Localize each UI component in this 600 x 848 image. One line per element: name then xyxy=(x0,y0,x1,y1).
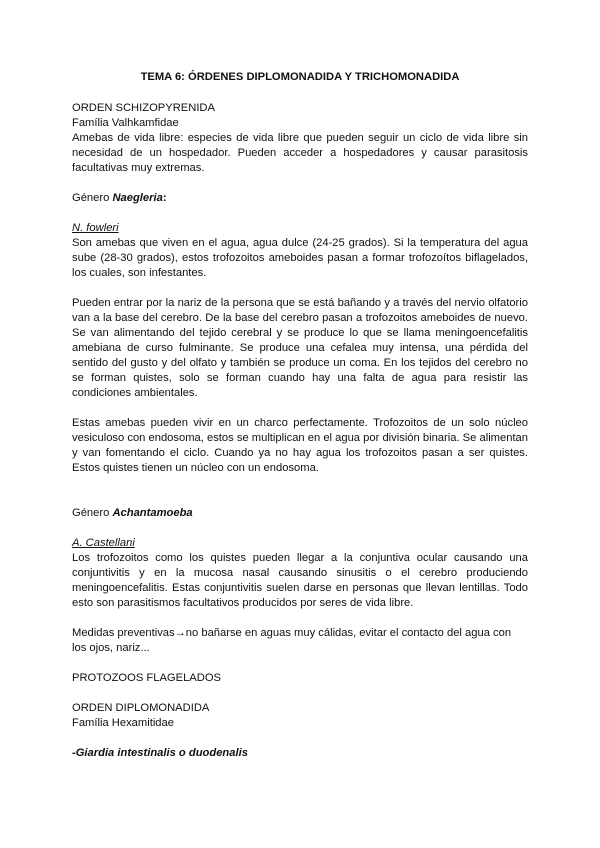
spacer xyxy=(72,476,528,506)
free-living-amoebae-paragraph: Amebas de vida libre: especies de vida libre que pueden seguir un ciclo de vida libre sin necesidad de un hospedador. Pueden acceder a hospedadores y causar parasitosis facultativas muy extremas. xyxy=(72,132,528,174)
species-a-castellani: A. Castellani xyxy=(72,537,135,549)
naegleria-paragraph-3: Estas amebas pueden vivir en un charco perfectamente. Trofozoitos de un solo núcleo vesiculoso con endosoma, estos se multiplican en el agua por división binaria. Se alimentan y van fomentando el ciclo. Cuando ya no hay agua los trofozoitos pasan a ser quistes. Estos quistes tienen un núcleo con un endosoma. xyxy=(72,417,528,474)
genus-achantamoeba-heading xyxy=(72,506,528,521)
order-diplomonadida: ORDEN DIPLOMONADIDA xyxy=(72,702,210,714)
achantamoeba-paragraph: Los trofozoitos como los quistes pueden llegar a la conjuntiva ocular causando una conjuntivitis y en la mucosa nasal causando sinusitis o el cerebro produciendo meningoencefalitis. Estas conjuntivitis suelen darse en personas que llevan lentillas. Todo esto son parasitismos facultativos producidos por seres de vida libre. xyxy=(72,552,528,609)
spacer xyxy=(72,611,528,626)
genus-naegleria-heading xyxy=(72,191,528,206)
genus-name-naegleria: Naegleria xyxy=(112,192,163,204)
naegleria-paragraph-1: Son amebas que viven en el agua, agua dulce (24-25 grados). Si la temperatura del agua sube (28-30 grados), estos trofozoitos ameboides pasan a formar trofozoítos biflagelados, los cuales, son infestantes. xyxy=(72,237,528,279)
family-valhkamfidae: Família Valhkamfidae xyxy=(72,117,179,129)
spacer xyxy=(72,731,528,746)
genus-prefix: Género xyxy=(72,192,113,204)
genus-colon: : xyxy=(162,192,167,204)
spacer xyxy=(72,656,528,671)
spacer xyxy=(72,686,528,701)
spacer xyxy=(72,521,528,536)
family-hexamitidae: Família Hexamitidae xyxy=(72,717,174,729)
preventive-measures: Medidas preventivas→no bañarse en aguas muy cálidas, evitar el contacto del agua con los ojos, nariz... xyxy=(72,627,512,654)
genus-name-achantamoeba: Achantamoeba xyxy=(112,507,193,519)
order-schizopyrenida: ORDEN SCHIZOPYRENIDA xyxy=(72,102,215,114)
flagellated-protozoa-heading: PROTOZOOS FLAGELADOS xyxy=(72,672,221,684)
naegleria-paragraph-2: Pueden entrar por la nariz de la persona que se está bañando y a través del nervio olfatorio van a la base del cerebro. De la base del cerebro pasan a trofozoitos ameboides de nuevo. Se van alimentando del tejido cerebral y se produce lo que se llama meningoencefalitis amebiana de curso fulminante. Se produce una cefalea muy intensa, una pérdida del sentido del gusto y del olfato y también se produce un coma. En los tejidos del cerebro no se forman quistes, solo se forman cuando hay una falta de agua para resistir las condiciones ambientales. xyxy=(72,297,528,399)
genus-prefix: Género xyxy=(72,507,113,519)
spacer xyxy=(72,176,528,191)
species-giardia: -Giardia intestinalis o duodenalis xyxy=(72,747,248,759)
page-title: TEMA 6: ÓRDENES DIPLOMONADIDA Y TRICHOMONADIDA xyxy=(140,71,460,83)
spacer xyxy=(72,206,528,221)
species-n-fowleri: N. fowleri xyxy=(72,222,119,234)
spacer xyxy=(72,401,528,416)
spacer xyxy=(72,281,528,296)
